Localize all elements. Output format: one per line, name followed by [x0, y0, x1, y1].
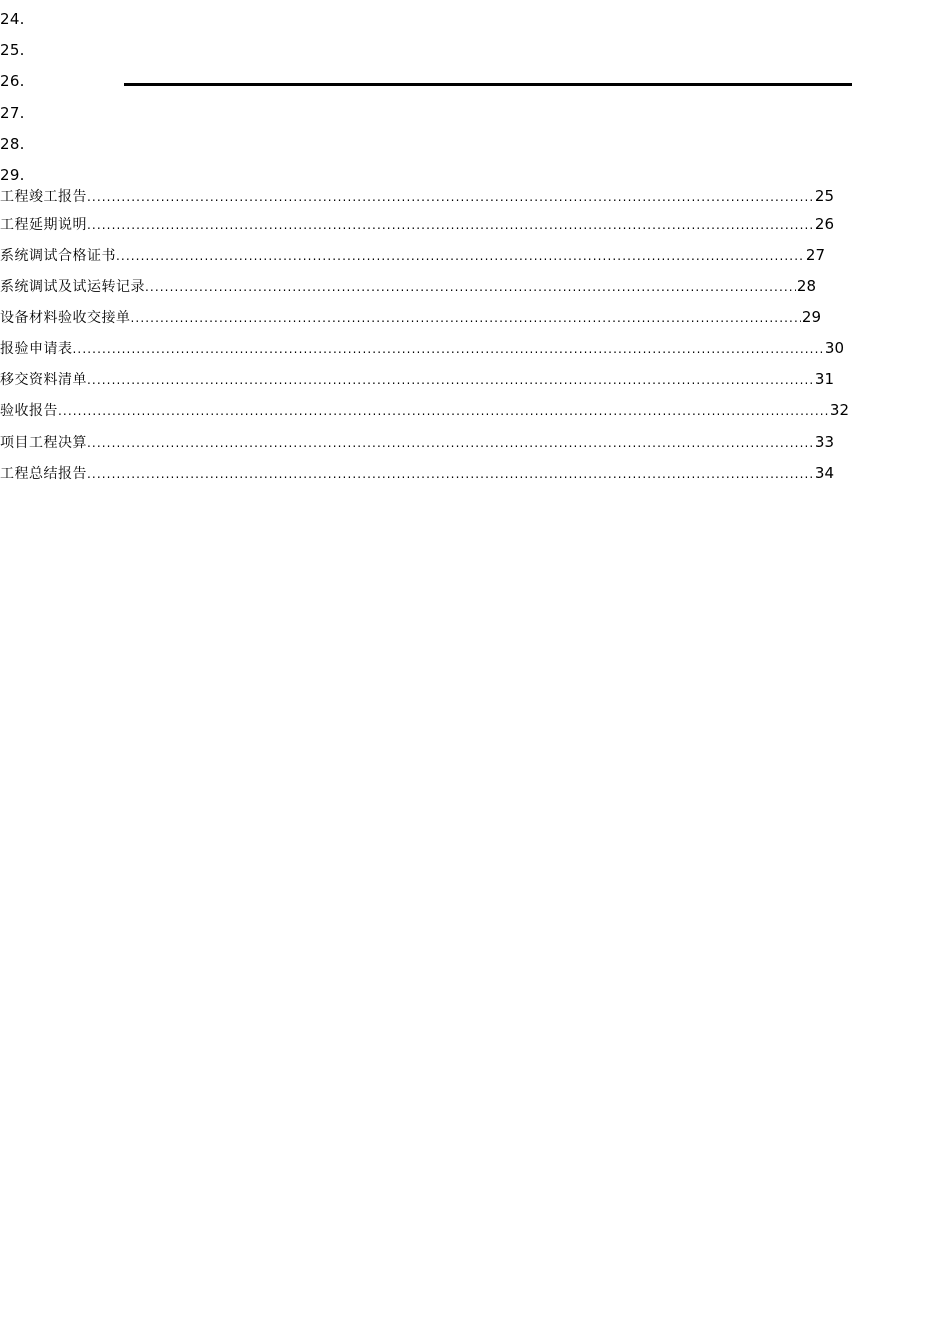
dot-leader — [116, 249, 805, 263]
toc-entry[interactable] — [0, 245, 825, 267]
toc-entry-title: 工程总结报告 — [0, 466, 87, 482]
toc-entry-title: 工程延期说明 — [0, 217, 87, 233]
numbered-list — [0, 9, 25, 196]
toc-entry-title: 系统调试及试运转记录 — [0, 279, 145, 295]
dot-leader — [87, 373, 814, 387]
toc-entry-page: 27 — [805, 246, 825, 264]
toc-entry-page: 30 — [824, 339, 844, 357]
list-number: 26. — [0, 72, 25, 91]
dot-leader — [145, 280, 796, 294]
dot-leader — [87, 467, 814, 481]
toc-entry-title: 验收报告 — [0, 403, 58, 419]
toc-entry-title: 项目工程决算 — [0, 435, 87, 451]
toc-entry[interactable] — [0, 276, 816, 298]
dot-leader — [87, 436, 814, 450]
toc-entry[interactable] — [0, 214, 834, 236]
toc-entry-page: 32 — [829, 401, 849, 419]
toc-entry-page: 33 — [814, 433, 834, 451]
toc-entry-page: 25 — [814, 187, 834, 205]
dot-leader — [131, 311, 801, 325]
dot-leader — [73, 342, 824, 356]
toc-entry-page: 34 — [814, 464, 834, 482]
toc-entry[interactable] — [0, 338, 844, 360]
toc-entry-title: 报验申请表 — [0, 341, 73, 357]
toc-entry[interactable] — [0, 463, 834, 485]
toc-entry-title: 设备材料验收交接单 — [0, 310, 131, 326]
toc-entry-page: 28 — [796, 277, 816, 295]
toc-entry-title: 系统调试合格证书 — [0, 248, 116, 264]
toc-entry-page: 29 — [801, 308, 821, 326]
toc-entry[interactable] — [0, 400, 849, 422]
toc-entry[interactable] — [0, 307, 821, 329]
toc-entry-page: 31 — [814, 370, 834, 388]
dot-leader — [87, 190, 814, 204]
list-number: 27. — [0, 103, 25, 122]
list-number: 24. — [0, 10, 25, 28]
toc-entry-title: 工程竣工报告 — [0, 189, 87, 205]
toc-entry-title: 移交资料清单 — [0, 372, 87, 388]
list-number: 28. — [0, 134, 25, 153]
list-number: 25. — [0, 41, 25, 60]
dot-leader — [58, 404, 829, 418]
toc-entry-page: 26 — [814, 215, 834, 233]
toc-entry[interactable] — [0, 432, 834, 454]
dot-leader — [87, 218, 814, 232]
toc-entry[interactable] — [0, 186, 834, 208]
list-number: 29. — [0, 165, 25, 184]
horizontal-rule — [124, 83, 852, 86]
toc-entry[interactable] — [0, 369, 834, 391]
